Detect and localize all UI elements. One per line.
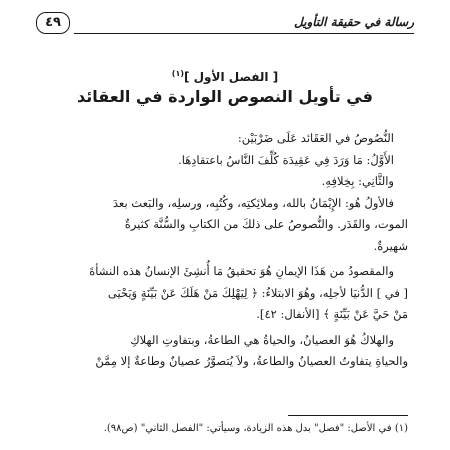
body-line: فالأولُ هُو: الإِيْمَانُ بالله، وملائِكتِه، وكُتُبِه، ورسلِه، والبَعث بعدَ	[112, 195, 394, 210]
body-line: والثَّانِي: بِخِلافِهِ.	[321, 174, 394, 188]
body-line: الأَوَّلُ: مَا وَرَدَ فِي عَقِيدَة كُلِّفَ النَّاسُ باعتقادِهَا.	[178, 152, 394, 167]
body-line: والحياةِ يتفاوتُ العصيانُ والطاعةُ، ولاَ يُتصوَّرُ عصيانٌ وطاعةٌ إلا مِمَّنْ	[95, 354, 408, 368]
page-header	[36, 10, 414, 36]
chapter-title: في تأويل النصوص الواردة في العقائد	[77, 87, 373, 106]
footnote-rule	[288, 415, 408, 416]
body-line: الموت، والقَدَر. والنُّصوصُ على ذلكَ من الكتابِ والسُّنَّة كثيرةٌ	[124, 217, 408, 231]
page-number: ٤٩	[36, 12, 70, 34]
chapter-label	[0, 66, 450, 85]
header-rule	[74, 33, 414, 34]
body-line: مَنْ حَيَّ عَنْ بَيِّنَةٍ ﴾ [الأنفال: ٤٢].	[256, 307, 408, 321]
chapter-label-text: [ الفصل الأول ]	[183, 70, 279, 84]
body-line: والمقصودُ من هَذَا الإيمانِ هُوَ تحقيقُ مَا أُنشِئَ الإنسانُ هذه النشأةَ	[89, 264, 394, 278]
chapter-label-footnote-mark: (١)	[171, 69, 184, 78]
body-line: والهلاكُ هُوَ العصيانُ، والحياةُ هي الطاعةُ، وبتفاوتِ الهلاكِ	[130, 332, 394, 347]
body-line: شهيرةٌ.	[373, 238, 408, 253]
running-title: رسالة في حقيقة التأويل	[294, 15, 414, 29]
body-text	[48, 128, 408, 373]
footnote: (١) في الأصل: "فصل" بدل هذه الزيادة، وسيأتي: "الفصل الثاني" (ص٩٨).	[103, 423, 408, 434]
body-line: النُّصُوصُ في العَقَائد عَلَى ضَرْبَيْن:	[237, 131, 394, 145]
body-line: [ في ] الدُّنيَا لأجلِه، وهُوَ الابتلاءُ: ﴿ لِيَهْلِكَ مَنْ هَلَكَ عَنْ بَيِّنَةٍ وَيَحْيَى	[107, 285, 408, 300]
